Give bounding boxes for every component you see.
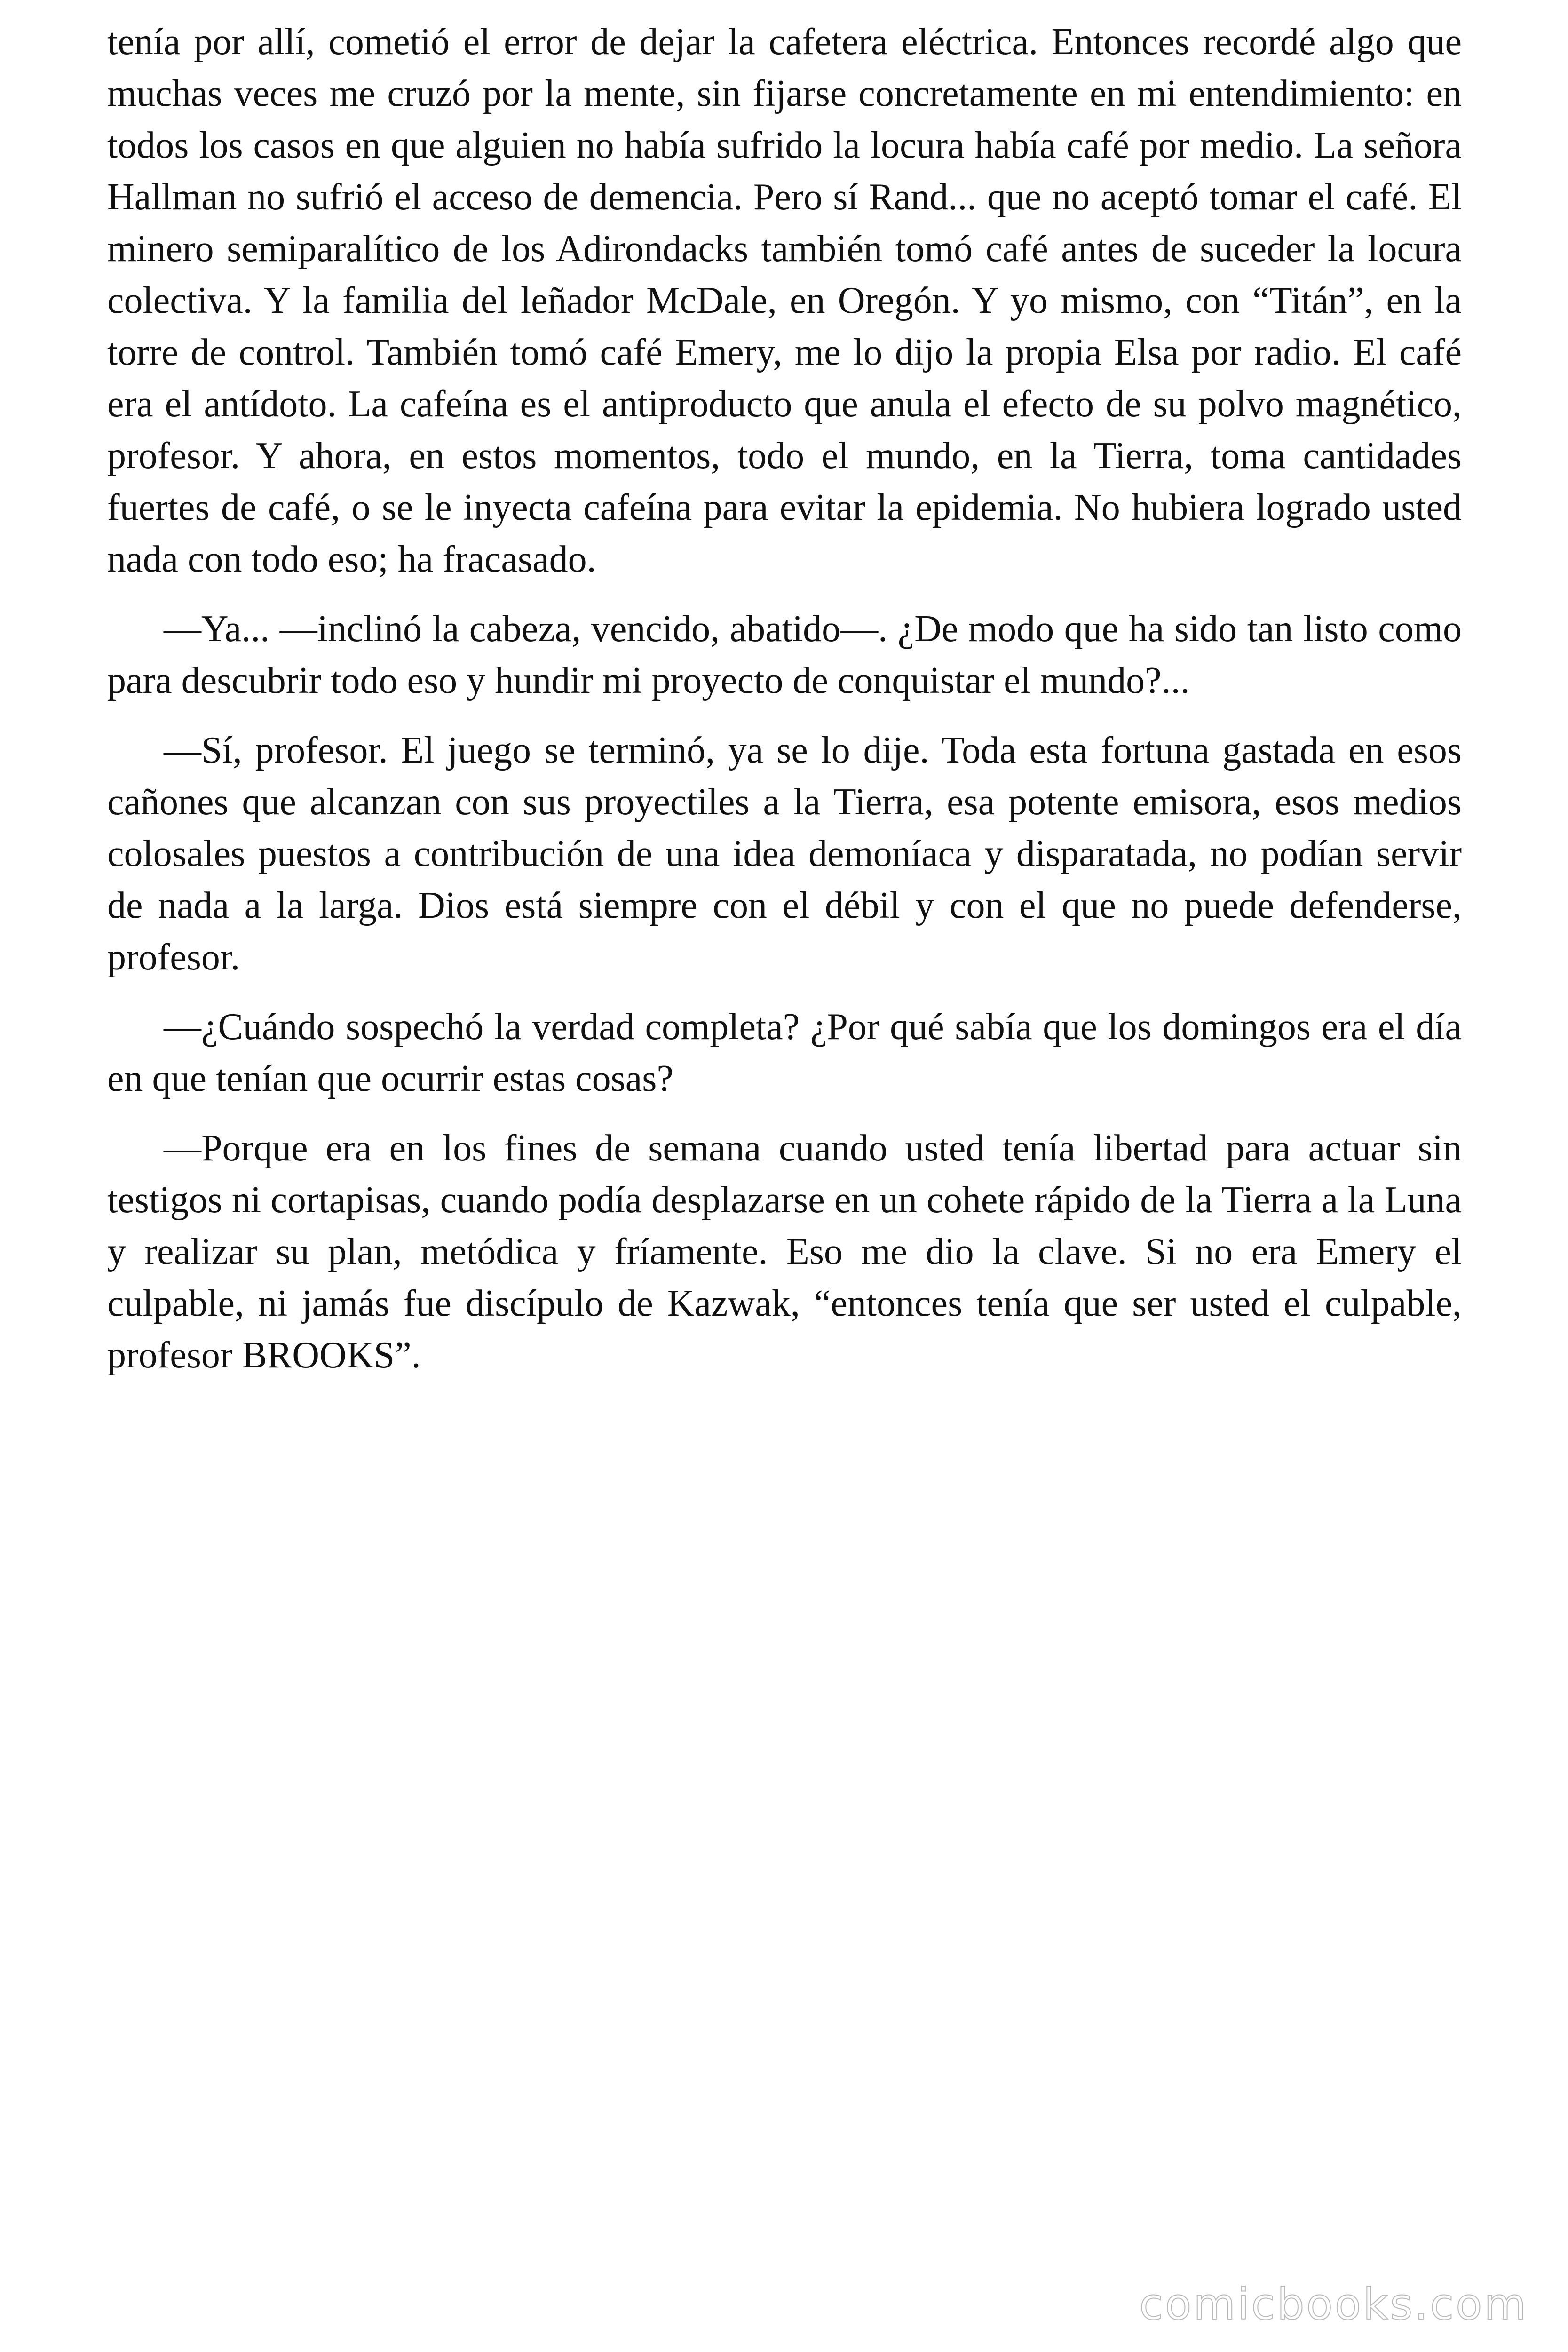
paragraph-1: tenía por allí, cometió el error de dejar la cafetera eléctrica. Entonces recordé algo que muchas veces me cruzó por la mente, sin fijarse concretamente en mi entendimiento: en todos los casos en que alguien no había sufrido la locura había café por medio. La señora Hallman no sufrió el acceso de demencia. Pero sí Rand... que no aceptó tomar el café. El minero semiparalítico de los Adirondacks también tomó café antes de suceder la locura colectiva. Y la familia del leñador McDale, en Oregón. Y yo mismo, con “Titán”, en la torre de control. También tomó café Emery, me lo dijo la propia Elsa por radio. El café era el antídoto. La cafeína es el antiproducto que anula el efecto de su polvo magnético, profesor. Y ahora, en estos momentos, todo el mundo, en la Tierra, toma cantidades fuertes de café, o se le inyecta cafeína para evitar la epidemia. No hubiera logrado usted nada con todo eso; ha fracasado. [107, 21, 1462, 580]
paragraph-5: —Porque era en los fines de semana cuando usted tenía libertad para actuar sin testigos ni cortapisas, cuando podía desplazarse en un cohete rápido de la Tierra a la Luna y realizar su plan, metódica y fríamente. Eso me dio la clave. Si no era Emery el culpable, ni jamás fue discípulo de Kazwak, “entonces tenía que ser usted el culpable, profesor BROOKS”. [107, 1128, 1462, 1376]
watermark-logo: comicbooks.com [1139, 2279, 1528, 2329]
paragraph-2: —Ya... —inclinó la cabeza, vencido, abatido—. ¿De modo que ha sido tan listo como para descubrir todo eso y hundir mi proyecto de conquistar el mundo?... [107, 608, 1462, 701]
paragraph-3: —Sí, profesor. El juego se terminó, ya se lo dije. Toda esta fortuna gastada en esos cañones que alcanzan con sus proyectiles a la Tierra, esa potente emisora, esos medios colosales puestos a contribución de una idea demoníaca y disparatada, no podían servir de nada a la larga. Dios está siempre con el débil y con el que no puede defenderse, profesor. [107, 730, 1462, 978]
document-page [107, 16, 1462, 1399]
paragraph-4: —¿Cuándo sospechó la verdad completa? ¿Por qué sabía que los domingos era el día en que tenían que ocurrir estas cosas? [107, 1006, 1462, 1099]
